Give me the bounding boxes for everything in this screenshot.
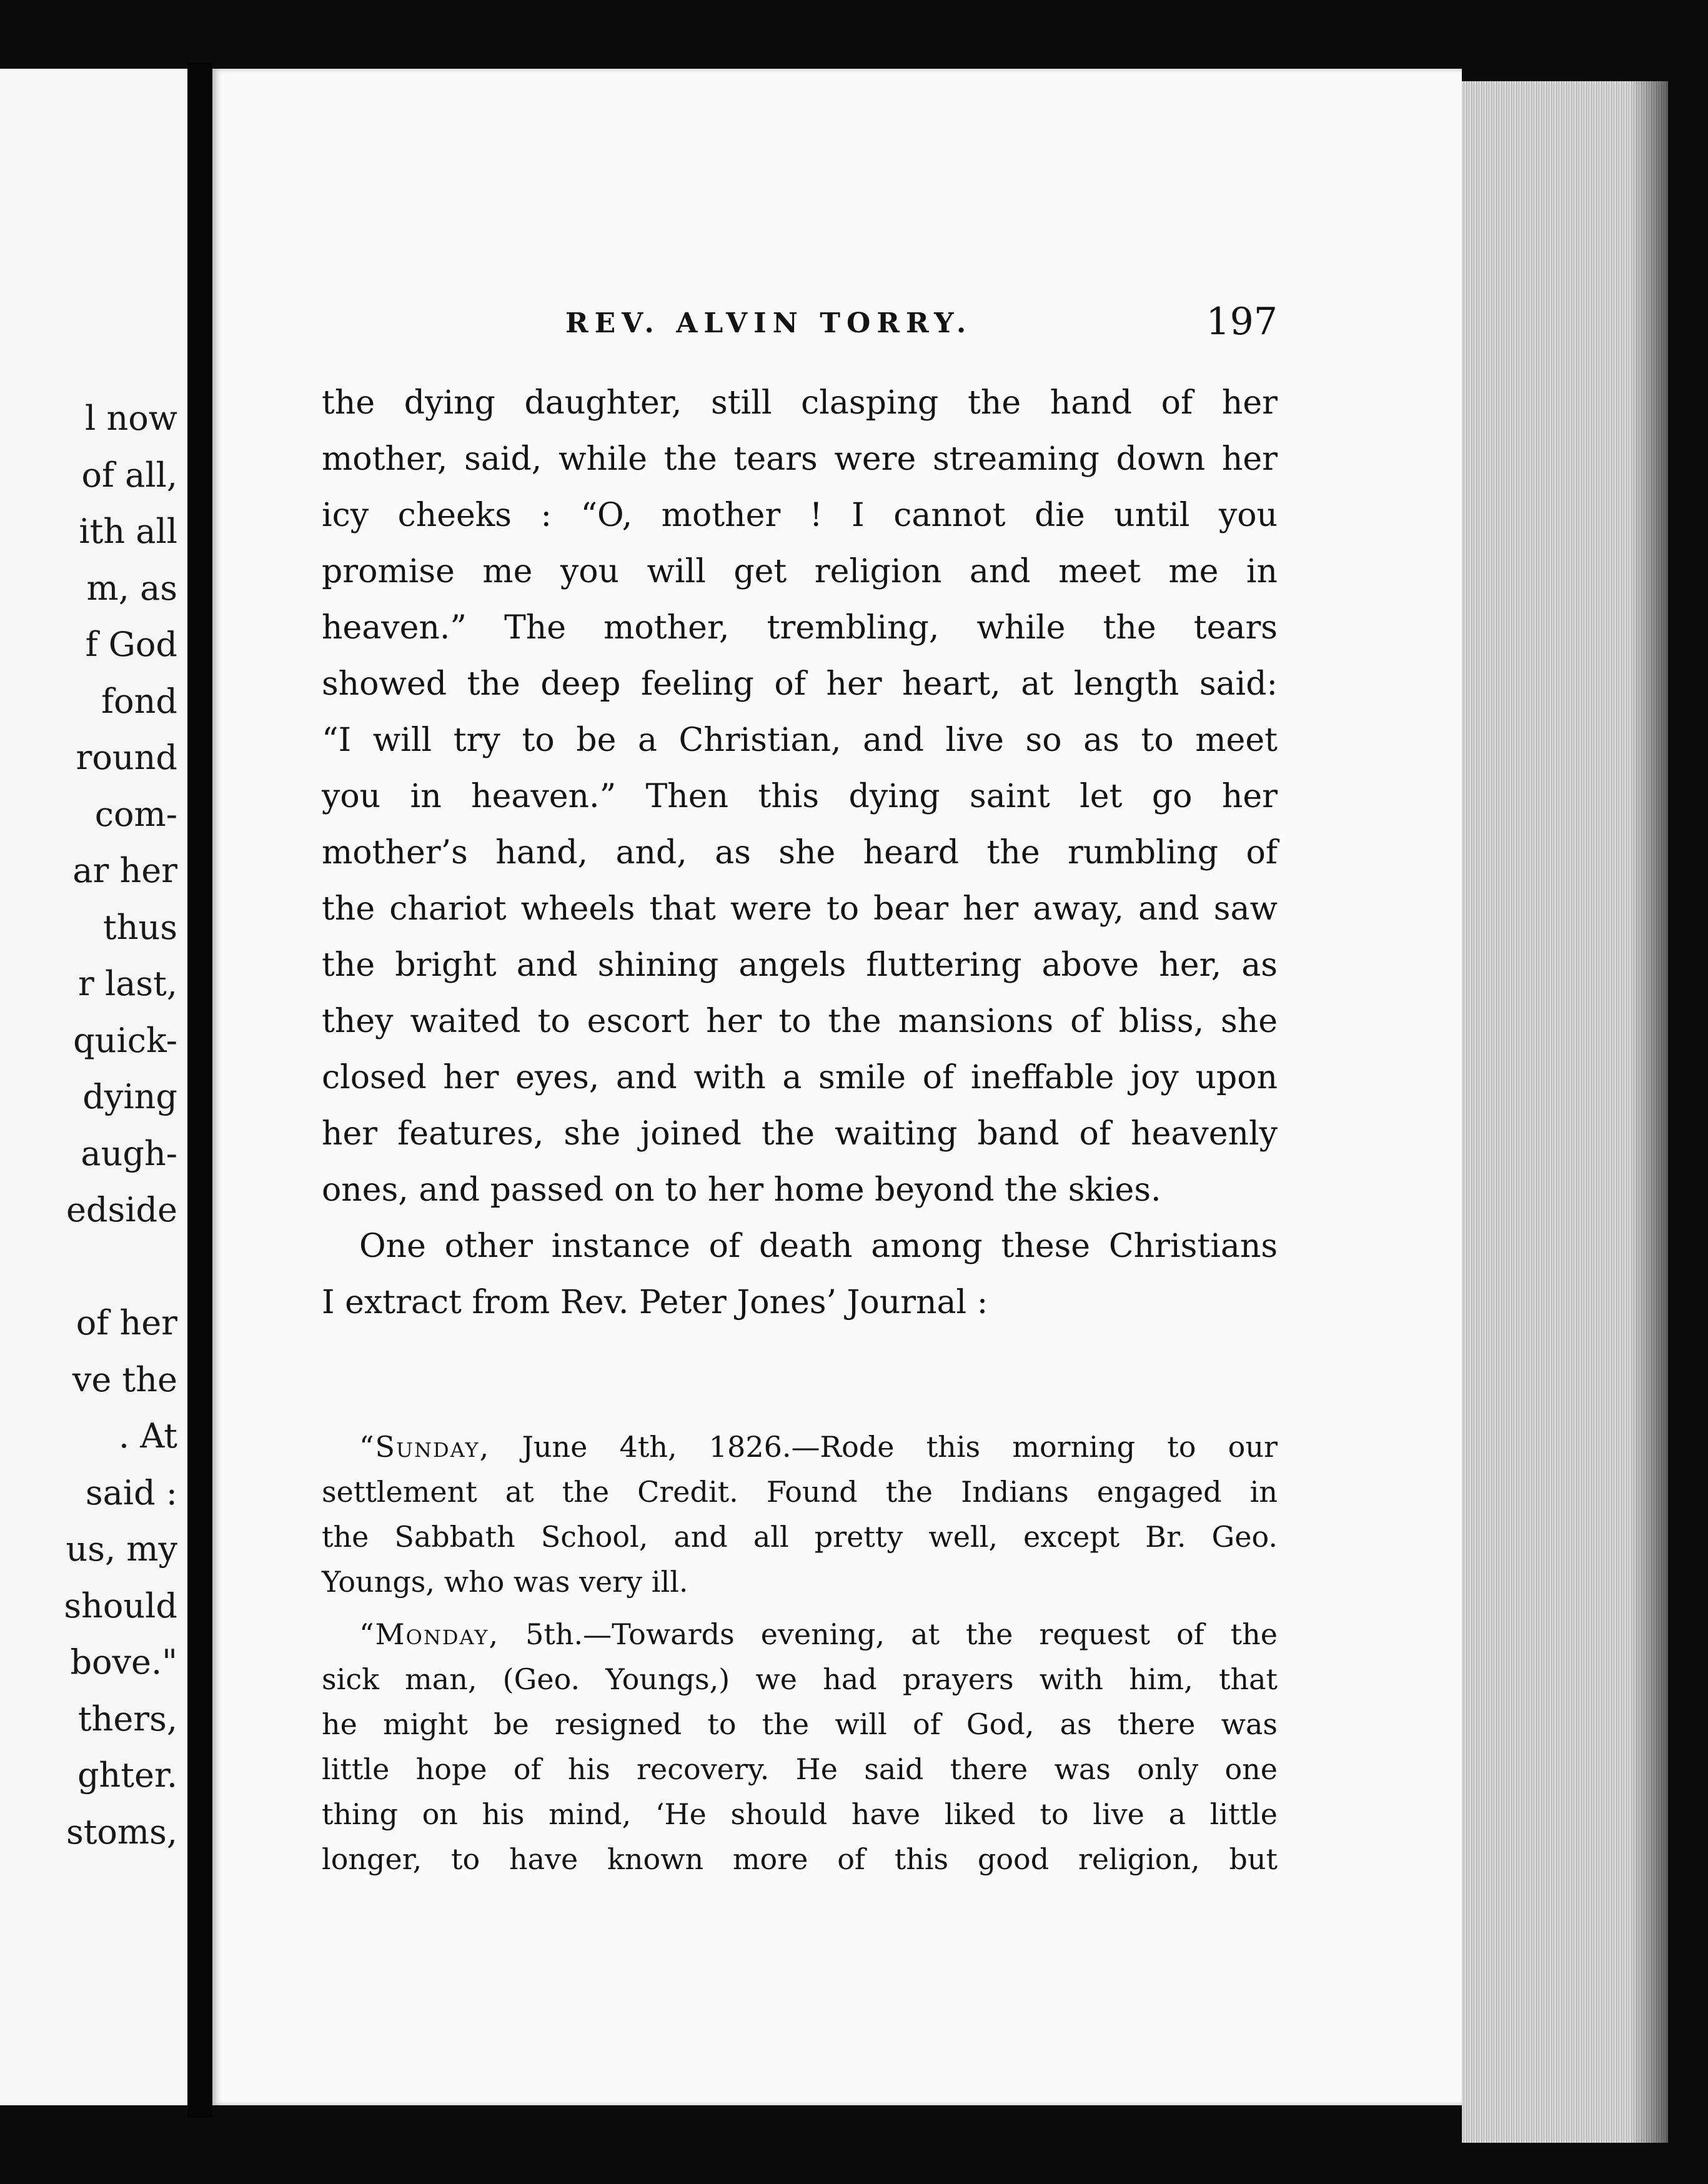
text-line: I extract from Rev. Peter Jones’ Journal : (322, 1284, 988, 1321)
text-line: he might be resigned to the will of God, as there was (322, 1707, 1278, 1741)
text-line: ones, and passed on to her home beyond the skies. (322, 1171, 1161, 1209)
text-line: the bright and shining angels fluttering above her, as (322, 946, 1278, 984)
journal-entry-monday (322, 1612, 1278, 1882)
journal-day: “Monday, (359, 1617, 500, 1651)
running-title: REV. ALVIN TORRY. (565, 307, 973, 339)
text-line (322, 1424, 1278, 1469)
previous-page-line: m, as (86, 568, 177, 608)
text-line: they waited to escort her to the mansions of bliss, she (322, 1003, 1278, 1040)
body-text (322, 375, 1278, 1331)
page-number: 197 (1206, 300, 1278, 344)
text-line: Youngs, who was very ill. (322, 1565, 688, 1599)
text-line: showed the deep feeling of her heart, at length said: (322, 665, 1278, 703)
previous-page-line: ghter. (77, 1755, 177, 1795)
previous-page-line: should (64, 1586, 177, 1626)
text-line: promise me you will get religion and meet me in (322, 553, 1278, 590)
text-line: the Sabbath School, and all pretty well, except Br. Geo. (322, 1520, 1278, 1554)
previous-page-line: r last, (77, 964, 177, 1003)
book-gutter (187, 62, 212, 2118)
previous-page-line: ar her (72, 851, 177, 890)
previous-page-line: thus (103, 907, 177, 947)
previous-page-line: ith all (79, 512, 177, 551)
journal-text: June 4th, 1826.—Rode this morning to our (490, 1430, 1278, 1464)
text-line (322, 1612, 1278, 1657)
book-page (212, 69, 1462, 2105)
previous-page-line: of all, (81, 455, 177, 495)
text-line: mother, said, while the tears were streaming down her (322, 440, 1278, 478)
text-line: icy cheeks : “O, mother ! I cannot die until you (322, 497, 1278, 534)
running-header (322, 300, 1278, 350)
previous-page-line: quick- (73, 1020, 177, 1060)
text-line: the chariot wheels that were to bear her away, and saw (322, 890, 1278, 928)
previous-page-line: said : (85, 1472, 177, 1512)
text-line: little hope of his recovery. He said there was only one (322, 1752, 1278, 1786)
text-line: thing on his mind, ‘He should have liked to live a little (322, 1797, 1278, 1831)
previous-page-line: com- (94, 794, 177, 834)
text-line: mother’s hand, and, as she heard the rumbling of (322, 834, 1278, 871)
text-line: longer, to have known more of this good religion, but (322, 1842, 1278, 1876)
text-line: settlement at the Credit. Found the Indians engaged in (322, 1475, 1278, 1509)
previous-page-line: f God (85, 625, 177, 664)
previous-page-line: l now (85, 399, 177, 438)
previous-page-fragment (0, 69, 187, 2105)
text-line: you in heaven.” Then this dying saint let go her (322, 778, 1278, 815)
previous-page-line: ve the (72, 1359, 177, 1399)
text-line: “I will try to be a Christian, and live so as to meet (322, 722, 1278, 759)
previous-page-line: fond (101, 681, 177, 721)
text-line: sick man, (Geo. Youngs,) we had prayers with him, that (322, 1662, 1278, 1696)
previous-page-line: thers, (77, 1699, 177, 1739)
journal-text: 5th.—Towards evening, at the request of the (499, 1617, 1278, 1651)
text-line: heaven.” The mother, trembling, while the tears (322, 609, 1278, 647)
page-edge-stack (1462, 81, 1668, 2143)
text-line: her features, she joined the waiting band of heavenly (322, 1115, 1278, 1153)
previous-page-line: augh- (81, 1133, 177, 1173)
journal-entry-sunday (322, 1424, 1278, 1604)
journal-day: “Sunday, (359, 1430, 490, 1464)
text-line: One other instance of death among these Christians (359, 1228, 1278, 1265)
previous-page-line: . At (118, 1416, 177, 1456)
previous-page-line: stoms, (66, 1812, 177, 1852)
previous-page-line: dying (82, 1077, 177, 1116)
text-line: the dying daughter, still clasping the hand of her (322, 384, 1278, 422)
previous-page-line: us, my (66, 1529, 177, 1569)
previous-page-line: round (76, 738, 177, 777)
journal-extract (322, 1424, 1278, 1889)
previous-page-line: edside (66, 1190, 177, 1229)
previous-page-line: of her (76, 1303, 177, 1343)
text-line: closed her eyes, and with a smile of ineffable joy upon (322, 1059, 1278, 1096)
previous-page-line: bove." (70, 1642, 177, 1682)
